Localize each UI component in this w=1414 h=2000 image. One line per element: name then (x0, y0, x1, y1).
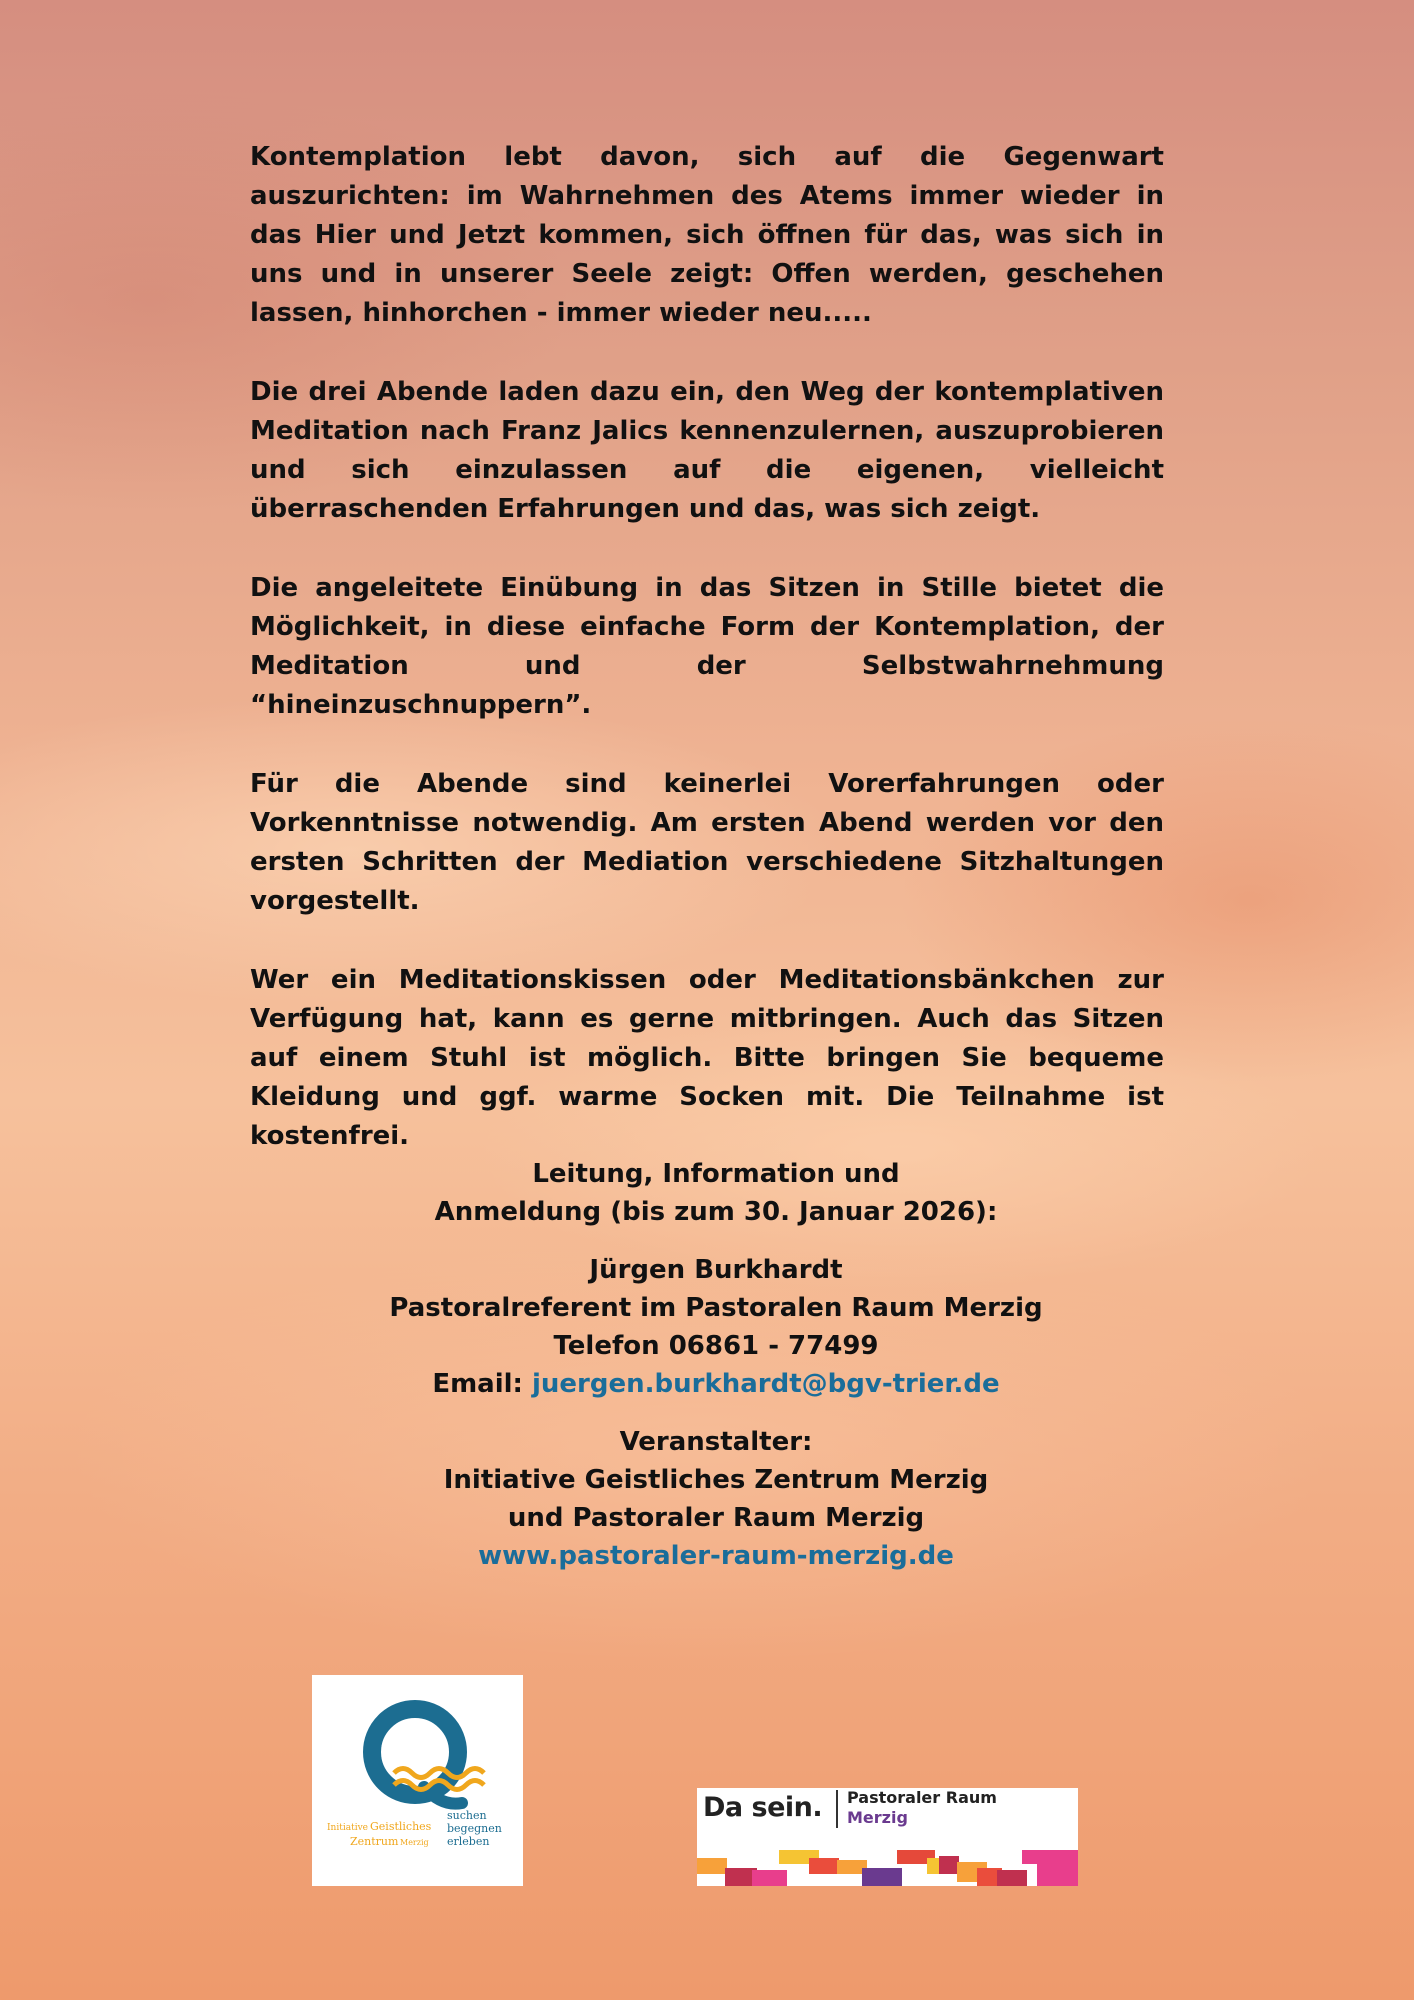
organizer (250, 1423, 1182, 1575)
logo-merzig-text: Merzig (400, 1838, 429, 1847)
logo-color-bars (697, 1848, 1078, 1886)
registration-heading-line2: Anmeldung (bis zum 30. Januar 2026): (434, 1197, 998, 1227)
logo-separator (836, 1790, 838, 1828)
paragraph-intro: Kontemplation lebt davon, sich auf die Gegenwart auszurichten: im Wahrnehmen des Atems immer wieder in das Hier und Jetzt kommen, sich öffnen für das, was sich in uns und in unserer Seele zeigt: Offen werden, geschehen lassen, hinhorchen - immer wieder neu..... (250, 142, 1164, 328)
paragraph-practice: Die angeleitete Einübung in das Sitzen in Stille bietet die Möglichkeit, in diese einfache Form der Kontemplation, der Meditation und der Selbstwahrnehmung “hineinzuschnuppern”. (250, 573, 1164, 720)
contact-person (250, 1251, 1182, 1403)
contact-name: Jürgen Burkhardt (589, 1255, 843, 1285)
logo-suchen-text: suchen (447, 1809, 487, 1822)
paragraph-evenings: Die drei Abende laden dazu ein, den Weg der kontemplativen Meditation nach Franz Jalics kennenzulernen, auszuprobieren und sich einzulassen auf die eigenen, vielleicht überraschenden Erfahrungen und das, was sich zeigt. (250, 377, 1164, 524)
logo-name-line2: Merzig (847, 1808, 908, 1827)
organizer-label: Veranstalter: (619, 1427, 813, 1457)
paragraph-requirements: Für die Abende sind keinerlei Vorerfahrungen oder Vorkenntnisse notwendig. Am ersten Abend werden vor den ersten Schritten der Mediation verschiedene Sitzhaltungen vorgestellt. (250, 769, 1164, 916)
logo-geistliches-text: Geistliches (370, 1820, 432, 1833)
contact-section (250, 1155, 1182, 1595)
pastoraler-raum-logo (697, 1788, 1078, 1886)
registration-heading (250, 1155, 1182, 1231)
logo-erleben-text: erleben (447, 1835, 490, 1848)
contact-email-row (250, 1365, 1182, 1403)
email-link[interactable]: juergen.burkhardt@bgv-trier.de (532, 1369, 1000, 1399)
logo-begegnen-text: begegnen (447, 1822, 502, 1835)
geistliches-zentrum-logo (312, 1675, 523, 1886)
website-row (250, 1537, 1182, 1575)
contact-phone: Telefon 06861 - 77499 (553, 1331, 879, 1361)
logo-initiative-text: Initiative (327, 1823, 368, 1833)
logo-zentrum-text: Zentrum (350, 1835, 399, 1848)
logo-name-line1: Pastoraler Raum (847, 1788, 997, 1807)
organizer-line2: und Pastoraler Raum Merzig (507, 1503, 925, 1533)
description-text (250, 138, 1164, 1196)
registration-heading-line1: Leitung, Information und (532, 1159, 900, 1189)
website-link[interactable]: www.pastoraler-raum-merzig.de (478, 1541, 954, 1571)
contact-role: Pastoralreferent im Pastoralen Raum Merzig (389, 1293, 1043, 1323)
email-label: Email: (432, 1369, 523, 1399)
paragraph-equipment: Wer ein Meditationskissen oder Meditationsbänkchen zur Verfügung hat, kann es gerne mitbringen. Auch das Sitzen auf einem Stuhl ist möglich. Bitte bringen Sie bequeme Kleidung und ggf. warme Socken mit. Die Teilnahme ist kostenfrei. (250, 965, 1164, 1151)
organizer-line1: Initiative Geistliches Zentrum Merzig (443, 1465, 989, 1495)
geistliches-zentrum-logo-graphic (312, 1675, 523, 1886)
logo-slogan: Da sein. (703, 1792, 823, 1823)
